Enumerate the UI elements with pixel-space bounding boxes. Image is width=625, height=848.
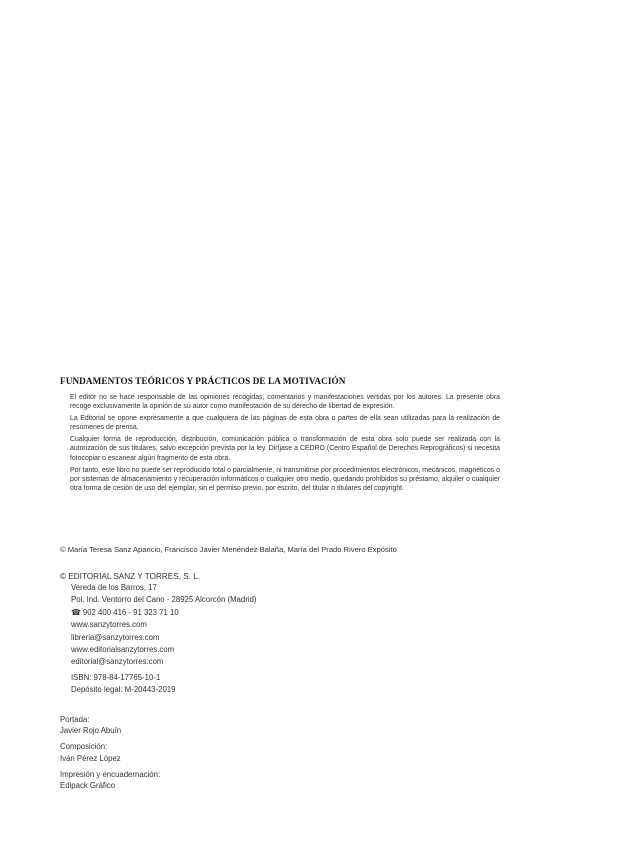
authors-copyright: © María Teresa Sanz Aparicio, Francisco Javier Menéndez Balaña, María del Prado Rivero Expósito <box>60 545 397 554</box>
publisher-phone: ☎ 902 400 416 - 91 323 71 10 <box>71 607 179 617</box>
credit-person: Javier Rojo Abuín <box>60 726 122 736</box>
publisher-editorial-email: editorial@sanzytorres.com <box>71 657 164 667</box>
credit-cover <box>60 714 160 736</box>
credit-person: Edipack Gráfico <box>60 781 116 791</box>
credit-role: Composición: <box>60 742 108 752</box>
credit-role: Impresión y encuadernación: <box>60 769 161 779</box>
publisher-contact <box>71 582 257 669</box>
legal-deposit: Depósito legal: M-20443-2019 <box>71 685 176 695</box>
publisher-editorial-website: www.editorialsanzytorres.com <box>71 645 175 655</box>
isbn: ISBN: 978-84-17765-10-1 <box>71 673 161 682</box>
legal-paragraph: La Editorial se opone expresamente a que cualquiera de las páginas de esta obra o partes de ella sean utilizadas para la realización de resúmenes de prensa. <box>70 415 500 432</box>
credit-composition <box>60 741 160 763</box>
credit-role: Portada: <box>60 715 90 724</box>
publisher-address-street: Vereda de los Barros, 17 <box>71 583 157 592</box>
legal-paragraph: El editor no se hace responsable de las opiniones recogidas, comentarios y manifestaciones vertidas por los autores. La presente obra recoge exclusivamente la opinión de su autor como manifestación de su derecho de libertad de expresión. <box>70 394 500 411</box>
book-title: FUNDAMENTOS TEÓRICOS Y PRÁCTICOS DE LA MOTIVACIÓN <box>60 376 346 386</box>
publisher-name: © EDITORIAL SANZ Y TORRES, S. L. <box>60 572 201 581</box>
publisher-email: libreria@sanzytorres.com <box>71 632 160 642</box>
credits <box>60 714 160 796</box>
legal-notice <box>70 393 500 496</box>
publisher-website: www.sanzytorres.com <box>71 620 147 630</box>
legal-paragraph: Por tanto, este libro no puede ser reproducido total o parcialmente, ni transmitirse por procedimientos electrónicos, mecánicos, magnéticos o por sistemas de almacenamiento y recuperación informáticos o cualquier otro medio, quedando prohibidos su préstamo, alquiler o cualquier otra forma de cesión de uso del ejemplar, sin el permiso previo, por escrito, del titular o titulares del copyright. <box>70 466 500 492</box>
publisher-block <box>60 572 257 669</box>
credit-printing <box>60 769 160 791</box>
publisher-address-city: Pol. Ind. Ventorro del Cano - 28925 Alcorcón (Madrid) <box>71 595 257 605</box>
legal-paragraph: Cualquier forma de reproducción, distribución, comunicación pública o transformación de esta obra solo puede ser realizada con la autorización de sus titulares, salvo excepción prevista por la ley. Diríjase a CEDRO (Centro Español de Derechos Reprográficos) si necesita fotocopiar o escanear algún fragmento de esta obra. <box>70 436 500 462</box>
isbn-block <box>71 672 175 697</box>
credit-person: Iván Pérez López <box>60 753 121 763</box>
